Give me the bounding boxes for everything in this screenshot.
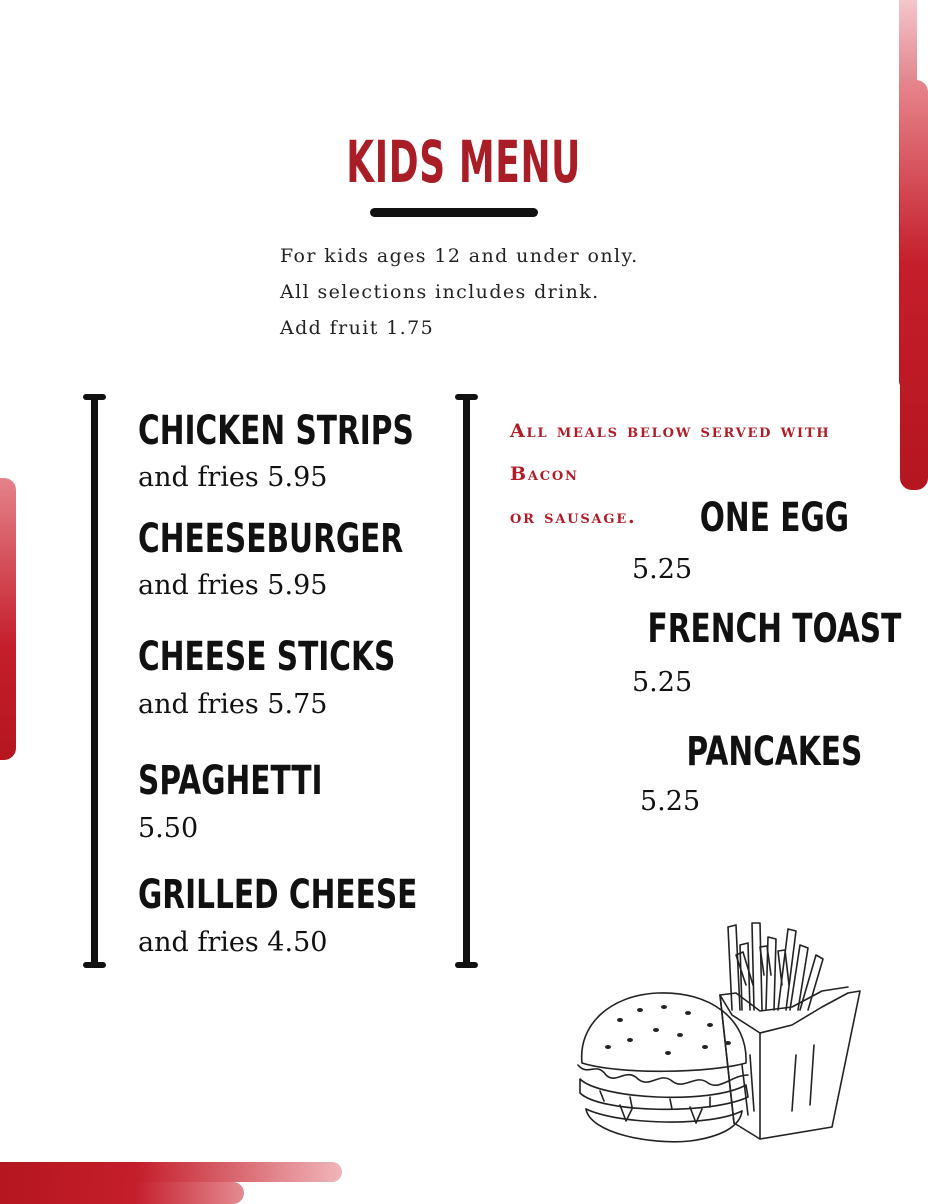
item-name-cheeseburger: CHEESEBURGER — [138, 516, 404, 562]
item-price-chicken-strips: and fries 5.95 — [138, 462, 328, 493]
title-underline — [370, 208, 538, 217]
item-price-spaghetti: 5.50 — [138, 813, 199, 844]
left-bracket-top — [83, 394, 106, 400]
item-name-chicken-strips: CHICKEN STRIPS — [138, 408, 414, 454]
middle-bracket-bottom — [455, 962, 478, 968]
middle-bracket-top — [455, 394, 478, 400]
middle-bracket — [463, 396, 470, 966]
breakfast-note-line1: All meals below served with Bacon — [510, 420, 831, 485]
left-bracket — [91, 396, 98, 966]
burger-fries-illustration — [560, 915, 870, 1155]
item-price-cheeseburger: and fries 5.95 — [138, 570, 328, 601]
page-title: KIDS MENU — [346, 128, 581, 196]
item-name-french-toast: FRENCH TOAST — [647, 606, 902, 652]
item-price-one-egg: 5.25 — [632, 554, 693, 585]
note-fruit: Add fruit 1.75 — [280, 317, 435, 339]
decorative-bar-right-2 — [900, 80, 928, 490]
note-drink: All selections includes drink. — [280, 281, 600, 303]
item-name-one-egg: ONE EGG — [699, 495, 850, 541]
item-name-cheese-sticks: CHEESE STICKS — [138, 634, 396, 680]
decorative-bar-left — [0, 478, 16, 760]
item-price-french-toast: 5.25 — [632, 667, 693, 698]
decorative-bar-bottom — [0, 1162, 342, 1182]
item-price-cheese-sticks: and fries 5.75 — [138, 689, 328, 720]
item-name-grilled-cheese: GRILLED CHEESE — [138, 872, 418, 918]
decorative-bar-bottom-2 — [0, 1182, 244, 1204]
fries-icon — [720, 923, 860, 1139]
menu-notes — [280, 240, 639, 348]
item-price-grilled-cheese: and fries 4.50 — [138, 927, 328, 958]
item-name-spaghetti: SPAGHETTI — [138, 758, 323, 804]
item-name-pancakes: PANCAKES — [686, 729, 863, 775]
note-age: For kids ages 12 and under only. — [280, 245, 639, 267]
breakfast-note-line2: or sausage. — [510, 506, 637, 528]
left-bracket-bottom — [83, 962, 106, 968]
item-price-pancakes: 5.25 — [640, 786, 701, 817]
